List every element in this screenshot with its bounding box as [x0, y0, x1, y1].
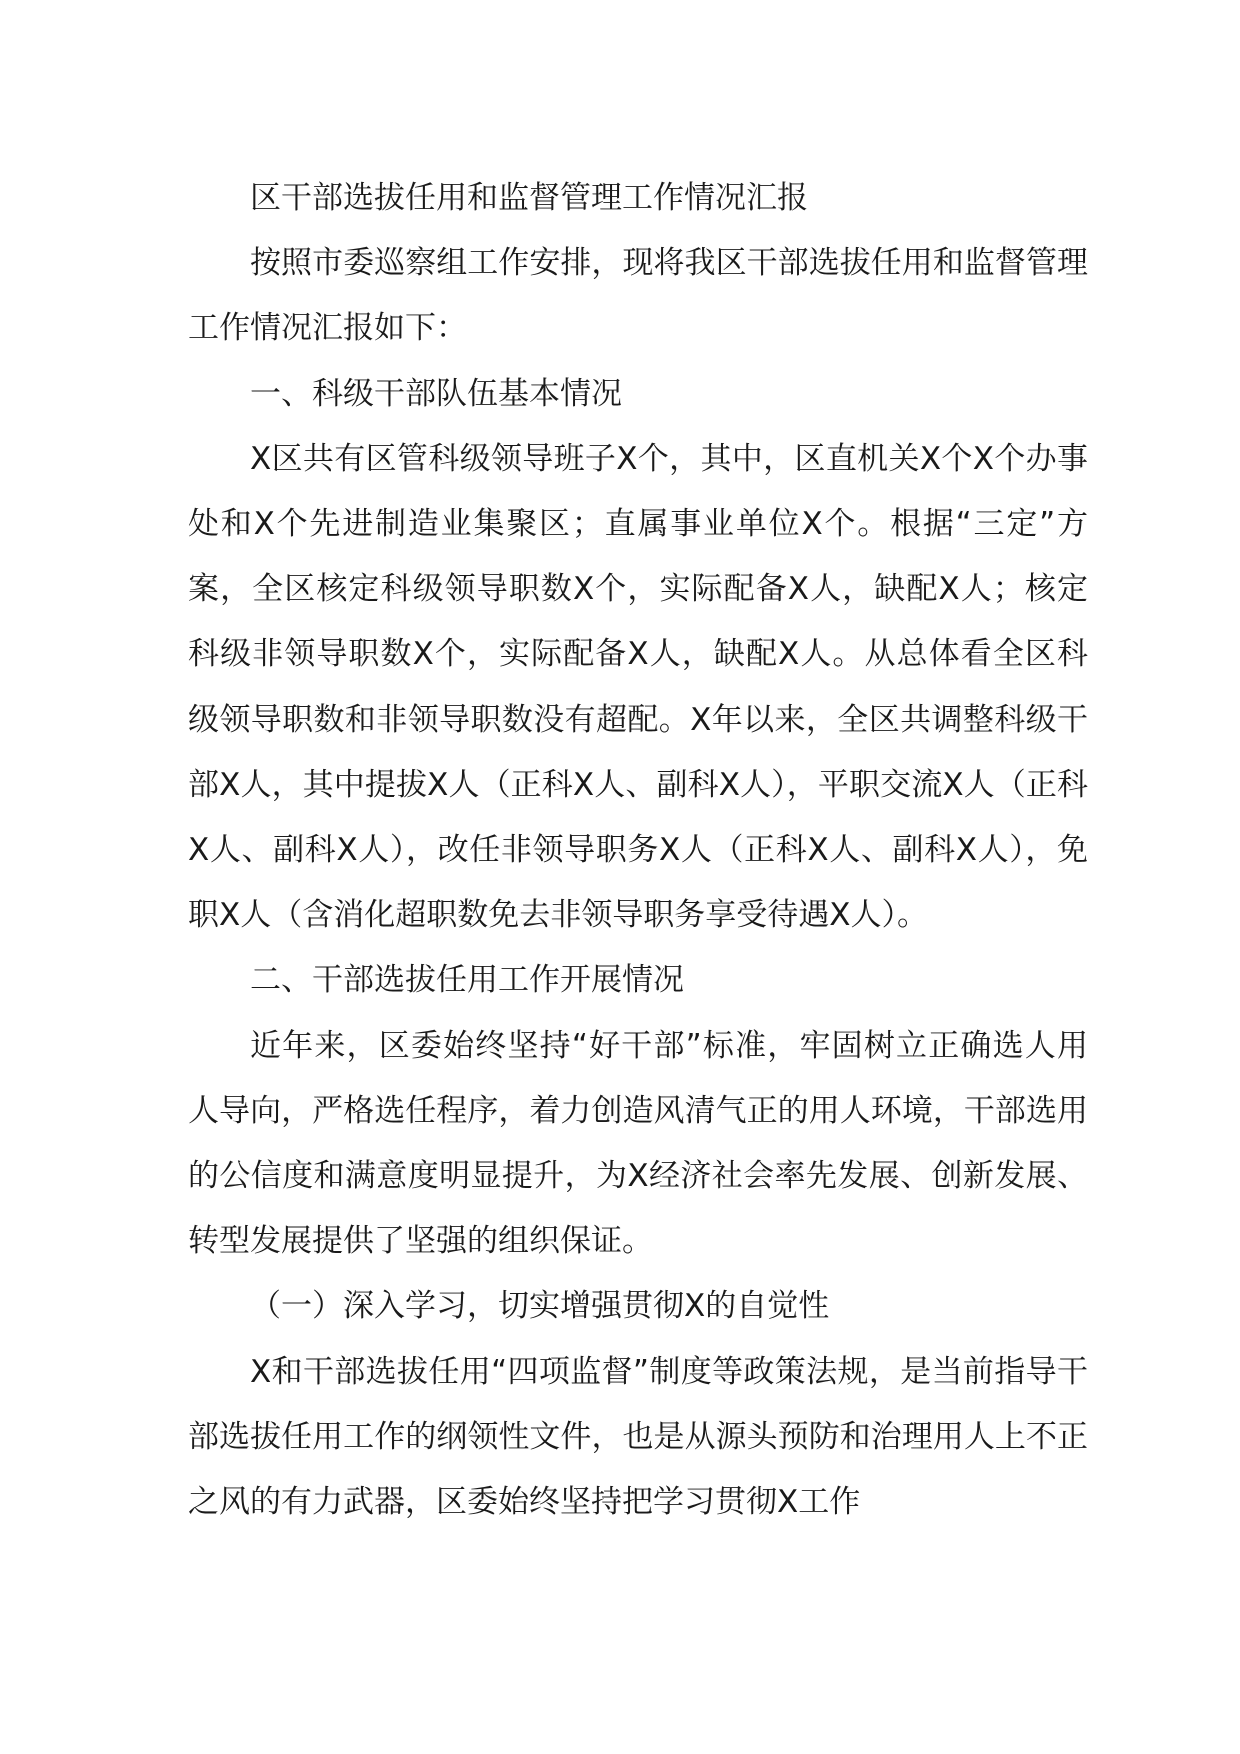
intro-paragraph: 按照市委巡察组工作安排，现将我区干部选拔任用和监督管理工作情况汇报如下： — [188, 245, 1088, 347]
subsection-heading-1: （一）深入学习，切实增强贯彻X的自觉性 — [250, 1288, 830, 1325]
body-paragraph: 近年来，区委始终坚持“好干部”标准，牢固树立正确选人用人导向，严格选任程序，着力创造风清气正的用人环境，干部选用的公信度和满意度明显提升，为X经济社会率先发展、创新发展、转型发展提供了坚强的组织保证。 — [188, 1027, 1088, 1260]
section-heading-2: 二、干部选拔任用工作开展情况 — [250, 962, 684, 999]
document-body — [188, 166, 1088, 1535]
document-title: 区干部选拔任用和监督管理工作情况汇报 — [250, 180, 808, 216]
body-paragraph: X区共有区管科级领导班子X个，其中，区直机关X个X个办事处和X个先进制造业集聚区；直属事业单位X个。根据“三定”方案，全区核定科级领导职数X个，实际配备X人，缺配X人；核定科级非领导职数X个，实际配备X人，缺配X人。从总体看全区科级领导职数和非领导职数没有超配。X年以来，全区共调整科级干部X人，其中提拔X人（正科X人、副科X人），平职交流X人（正科X人、副科X人），改任非领导职务X人（正科X人、副科X人），免职X人（含消化超职数免去非领导职务享受待遇X人）。 — [188, 440, 1088, 934]
section-heading-1: 一、科级干部队伍基本情况 — [250, 375, 622, 412]
body-paragraph: X和干部选拔任用“四项监督”制度等政策法规，是当前指导干部选拔任用工作的纲领性文件，也是从源头预防和治理用人上不正之风的有力武器，区委始终坚持把学习贯彻X工作 — [188, 1353, 1088, 1521]
